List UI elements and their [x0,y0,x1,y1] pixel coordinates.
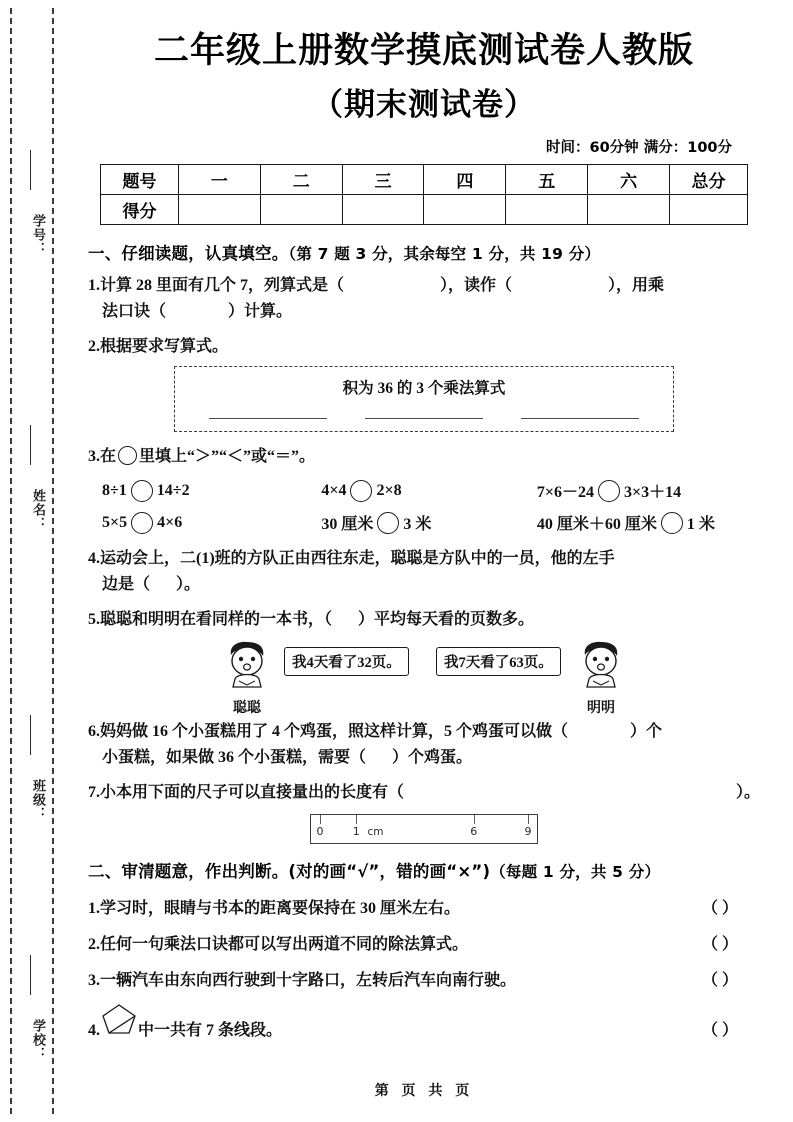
question-5 [88,607,760,633]
score-input-5[interactable] [506,194,588,224]
character-congcong [210,639,284,717]
question-3-prompt-a: 3.在 [88,448,117,466]
question-6-part-a: 6.妈妈做 16 个小蛋糕用了 4 个鸡蛋，照这样计算，5 个鸡蛋可以做（ [88,723,569,741]
compare-circle-1[interactable] [131,480,153,502]
question-7-ruler-diagram [310,814,538,844]
exam-meta-info: 时间：60分钟 满分：100分 [546,139,732,156]
compare-item-3-left: 7×6－24 [536,484,594,502]
section-1-heading [88,240,760,264]
question-1-part-a: 1.计算 28 里面有几个 7，列算式是（ [88,276,345,294]
question-7-part-a: 7.小本用下面的尺子可以直接量出的长度有（ [88,783,405,801]
question-1-part-d: 法口诀（ [102,302,167,320]
score-input-4[interactable] [424,194,506,224]
question-1 [88,273,760,325]
question-2-answer-line-2[interactable] [365,418,483,419]
section-2-title: 二、审清题意，作出判断。(对的画“√”，错的画“×”) [88,861,491,881]
question-5-part-a: 5.聪聪和明明在看同样的一本书，（ [88,611,333,629]
ruler-icon [310,814,538,844]
question-4-line-1: 4.运动会上，二(1)班的方队正由西往东走，聪聪是方队中的一员，他的左手 [88,550,615,568]
compare-item-4-left: 5×5 [102,513,128,531]
question-1-part-e: ）计算。 [228,302,293,320]
exam-paper-content [62,0,786,1122]
question-3 [88,444,760,470]
ruler-label-9: 9 [524,824,532,838]
section-1-points: （第 7 题 3 分，其余每空 1 分，共 19 分） [288,244,601,263]
boy-face-icon [217,639,277,691]
ruler-tick-0 [320,815,321,824]
score-col-5: 五 [506,164,588,194]
question-6-part-d: ）个鸡蛋。 [392,748,473,766]
margin-dashed-line-inner [52,8,54,1114]
ruler-tick-1 [356,815,357,824]
ruler-label-0: 0 [316,824,324,838]
question-6 [88,719,760,771]
compare-circle-2[interactable] [350,480,372,502]
character-mingming [564,639,638,717]
truefalse-item-4-answer[interactable]: （ ） [701,1021,738,1039]
question-3-row-2 [88,511,760,534]
ruler-label-6: 6 [470,824,478,838]
compare-item-1-left: 8÷1 [102,481,127,499]
table-row-scores [101,194,748,224]
margin-dashed-line-outer [10,8,12,1114]
compare-item-4-right: 4×6 [157,513,183,531]
section-2-heading [88,858,760,882]
compare-item-1-right: 14÷2 [156,481,190,499]
page-title: 二年级上册数学摸底测试卷人教版 [153,31,694,71]
boy-face-icon [571,639,631,691]
score-table [100,164,748,225]
question-4-part-a: 边是（ [102,576,151,594]
score-input-3[interactable] [342,194,424,224]
question-1-part-b: ），读作（ [440,276,513,294]
score-row-label-number: 题号 [101,164,179,194]
margin-field-school: 学校： [31,1019,46,1061]
compare-item-6-left: 40 厘米＋60 厘米 [536,516,657,534]
truefalse-item-2 [88,931,760,954]
score-input-6[interactable] [588,194,670,224]
margin-rule-2 [30,425,31,465]
truefalse-item-4-text: 中一共有 7 条线段。 [138,1021,283,1039]
score-col-total: 总分 [670,164,748,194]
truefalse-item-3 [88,967,760,990]
compare-item-6 [537,511,760,534]
truefalse-item-3-text: 3.一辆汽车由东向西行驶到十字路口，左转后汽车向南行驶。 [88,971,517,989]
question-2-box-title: 积为 36 的 3 个乘法算式 [342,380,506,398]
score-col-6: 六 [588,164,670,194]
score-row-label-points: 得分 [101,194,179,224]
compare-item-2-left: 4×4 [321,481,347,499]
margin-rule-1 [30,150,31,190]
margin-field-name: 姓名： [31,489,46,531]
margin-field-student-id: 学号： [31,214,46,256]
truefalse-item-2-text: 2.任何一句乘法口诀都可以写出两道不同的除法算式。 [88,935,469,953]
speech-bubble-mingming: 我7天看了63页。 [436,647,561,676]
ruler-tick-6 [474,815,475,824]
question-5-illustration [88,639,760,717]
question-7-part-b: ）。 [735,783,760,801]
score-col-3: 三 [342,164,424,194]
section-2-points: （每题 1 分，共 5 分） [490,862,661,881]
compare-circle-6[interactable] [661,512,683,534]
margin-rule-4 [30,955,31,995]
compare-circle-3[interactable] [598,480,620,502]
question-2-answer-lines [209,418,639,419]
compare-item-5-right: 3 米 [403,516,432,534]
margin-field-class: 班级： [31,779,46,821]
compare-item-5-left: 30 厘米 [321,516,374,534]
page-footer: 第 页 共 页 [374,1083,474,1099]
compare-item-1 [102,479,321,502]
truefalse-item-1 [88,895,760,918]
truefalse-item-1-text: 1.学习时，眼睛与书本的距离要保持在 30 厘米左右。 [88,899,461,917]
truefalse-item-4 [88,1003,760,1040]
circle-icon [118,446,137,465]
compare-item-3 [537,479,760,502]
score-col-2: 二 [260,164,342,194]
truefalse-item-3-answer[interactable]: （ ） [701,971,738,989]
question-2 [88,334,760,360]
ruler-label-1: 1 [352,824,360,838]
question-5-part-b: ）平均每天看的页数多。 [358,611,535,629]
score-input-total[interactable] [670,194,748,224]
margin-rule-3 [30,715,31,755]
question-4-part-b: ）。 [176,576,201,594]
question-7 [88,780,760,806]
question-4 [88,546,760,598]
compare-item-3-right: 3×3＋14 [624,484,682,502]
question-2-answer-line-1[interactable] [209,418,327,419]
page-subtitle: （期末测试卷） [312,86,536,123]
score-col-1: 一 [179,164,261,194]
compare-item-6-right: 1 米 [686,516,715,534]
score-input-2[interactable] [260,194,342,224]
question-3-prompt-b: 里填上“＞”“＜”或“＝”。 [139,448,316,466]
compare-item-4 [102,511,321,534]
compare-item-2 [321,479,537,502]
question-2-answer-line-3[interactable] [521,418,639,419]
left-margin-strip [0,0,60,1122]
ruler-unit-label: cm [367,825,384,838]
compare-circle-4[interactable] [131,512,153,534]
character-congcong-name: 聪聪 [233,701,261,717]
pentagon-shape-icon [101,1003,137,1040]
truefalse-item-4-prefix: 4. [88,1021,100,1039]
score-input-1[interactable] [179,194,261,224]
truefalse-item-1-answer[interactable]: （ ） [701,899,738,917]
section-1-title: 一、仔细读题，认真填空。 [88,243,289,263]
character-mingming-name: 明明 [587,701,615,717]
score-col-4: 四 [424,164,506,194]
table-row-header [101,164,748,194]
question-6-part-b: ）个 [630,723,663,741]
compare-item-2-right: 2×8 [376,481,402,499]
speech-bubble-congcong: 我4天看了32页。 [284,647,409,676]
question-3-row-1 [88,479,760,502]
truefalse-item-2-answer[interactable]: （ ） [701,935,738,953]
question-6-part-c: 小蛋糕，如果做 36 个小蛋糕，需要（ [102,748,367,766]
question-2-prompt: 2.根据要求写算式。 [88,337,229,355]
compare-item-5 [321,511,537,534]
question-2-answer-box [174,366,674,432]
ruler-tick-9 [528,815,529,824]
question-1-part-c: ），用乘 [608,276,665,294]
compare-circle-5[interactable] [377,512,399,534]
